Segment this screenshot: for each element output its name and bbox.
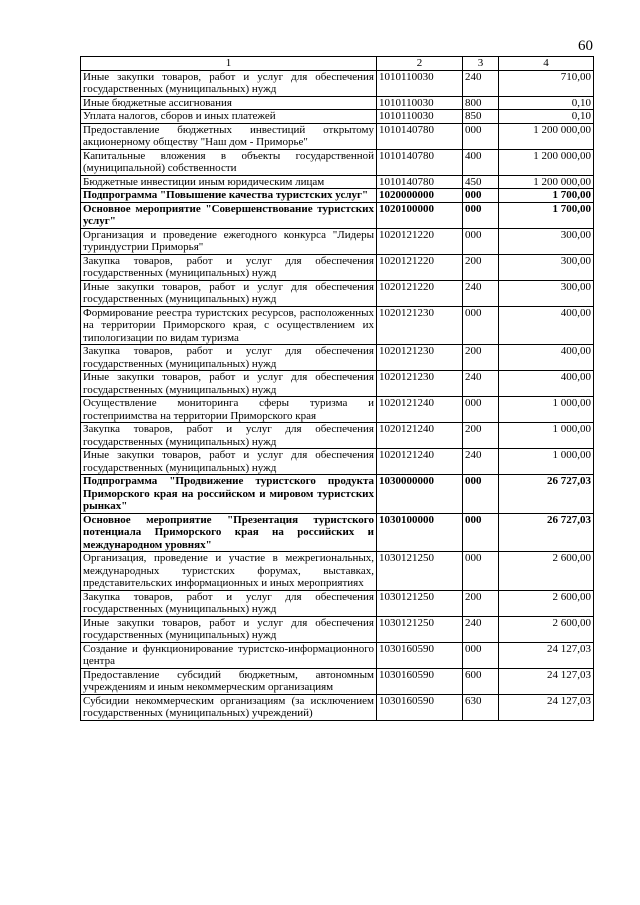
row-type-cell: 240 xyxy=(463,70,499,96)
row-amount-cell: 300,00 xyxy=(499,280,594,306)
table-row xyxy=(81,513,594,552)
row-name-cell: Основное мероприятие "Совершенствование туристских услуг" xyxy=(81,202,377,228)
row-amount-cell: 710,00 xyxy=(499,70,594,96)
table-row xyxy=(81,123,594,149)
row-type-cell: 000 xyxy=(463,475,499,514)
row-code-cell: 1010140780 xyxy=(377,175,463,189)
row-amount-cell: 300,00 xyxy=(499,228,594,254)
header-cell: 1 xyxy=(81,57,377,71)
row-type-cell: 000 xyxy=(463,552,499,591)
row-name-cell: Подпрограмма "Повышение качества туристских услуг" xyxy=(81,189,377,203)
row-code-cell: 1010110030 xyxy=(377,70,463,96)
row-name-cell: Закупка товаров, работ и услуг для обеспечения государственных (муниципальных) нужд xyxy=(81,345,377,371)
row-name-cell: Закупка товаров, работ и услуг для обеспечения государственных (муниципальных) нужд xyxy=(81,254,377,280)
row-amount-cell: 400,00 xyxy=(499,306,594,345)
table-row xyxy=(81,280,594,306)
table-row xyxy=(81,475,594,514)
row-name-cell: Капитальные вложения в объекты государственной (муниципальной) собственности xyxy=(81,149,377,175)
row-name-cell: Иные бюджетные ассигнования xyxy=(81,96,377,110)
row-amount-cell: 400,00 xyxy=(499,371,594,397)
row-name-cell: Подпрограмма "Продвижение туристского продукта Приморского края на российском и мировом туристских рынках" xyxy=(81,475,377,514)
row-type-cell: 600 xyxy=(463,668,499,694)
row-name-cell: Иные закупки товаров, работ и услуг для обеспечения государственных (муниципальных) нужд xyxy=(81,449,377,475)
table-row xyxy=(81,345,594,371)
row-code-cell: 1030121250 xyxy=(377,590,463,616)
header-cell: 3 xyxy=(463,57,499,71)
row-amount-cell: 24 127,03 xyxy=(499,642,594,668)
row-code-cell: 1010110030 xyxy=(377,110,463,124)
row-code-cell: 1020121230 xyxy=(377,306,463,345)
row-code-cell: 1030100000 xyxy=(377,513,463,552)
row-code-cell: 1020121220 xyxy=(377,228,463,254)
row-name-cell: Формирование реестра туристских ресурсов, расположенных на территории Приморского края, с осуществлением их типологизации по видам туризма xyxy=(81,306,377,345)
row-amount-cell: 1 200 000,00 xyxy=(499,149,594,175)
row-amount-cell: 0,10 xyxy=(499,110,594,124)
row-amount-cell: 1 200 000,00 xyxy=(499,175,594,189)
header-cell: 4 xyxy=(499,57,594,71)
row-amount-cell: 1 000,00 xyxy=(499,423,594,449)
row-code-cell: 1010140780 xyxy=(377,149,463,175)
row-code-cell: 1030121250 xyxy=(377,552,463,591)
table-row xyxy=(81,590,594,616)
row-code-cell: 1020100000 xyxy=(377,202,463,228)
row-name-cell: Организация, проведение и участие в межрегиональных, международных туристских форумах, выставках, представительских информационных и иных мероприятиях xyxy=(81,552,377,591)
row-type-cell: 240 xyxy=(463,449,499,475)
row-name-cell: Уплата налогов, сборов и иных платежей xyxy=(81,110,377,124)
table-row xyxy=(81,371,594,397)
row-type-cell: 800 xyxy=(463,96,499,110)
row-code-cell: 1020121240 xyxy=(377,449,463,475)
row-name-cell: Предоставление субсидий бюджетным, автономным учреждениям и иным некоммерческим организациям xyxy=(81,668,377,694)
row-amount-cell: 2 600,00 xyxy=(499,616,594,642)
row-type-cell: 240 xyxy=(463,616,499,642)
row-type-cell: 200 xyxy=(463,254,499,280)
row-name-cell: Иные закупки товаров, работ и услуг для обеспечения государственных (муниципальных) нужд xyxy=(81,280,377,306)
row-amount-cell: 2 600,00 xyxy=(499,590,594,616)
table-header-row xyxy=(81,57,594,71)
row-amount-cell: 24 127,03 xyxy=(499,694,594,720)
table-row xyxy=(81,397,594,423)
row-code-cell: 1030160590 xyxy=(377,694,463,720)
table-row xyxy=(81,423,594,449)
row-amount-cell: 2 600,00 xyxy=(499,552,594,591)
table-row xyxy=(81,228,594,254)
row-amount-cell: 26 727,03 xyxy=(499,513,594,552)
table-row xyxy=(81,189,594,203)
table-row xyxy=(81,149,594,175)
header-cell: 2 xyxy=(377,57,463,71)
table-row xyxy=(81,306,594,345)
row-type-cell: 000 xyxy=(463,513,499,552)
row-code-cell: 1030000000 xyxy=(377,475,463,514)
row-amount-cell: 1 700,00 xyxy=(499,189,594,203)
row-type-cell: 400 xyxy=(463,149,499,175)
row-amount-cell: 400,00 xyxy=(499,345,594,371)
row-name-cell: Закупка товаров, работ и услуг для обеспечения государственных (муниципальных) нужд xyxy=(81,423,377,449)
row-type-cell: 000 xyxy=(463,228,499,254)
row-amount-cell: 300,00 xyxy=(499,254,594,280)
row-type-cell: 000 xyxy=(463,202,499,228)
row-type-cell: 000 xyxy=(463,306,499,345)
table-row xyxy=(81,449,594,475)
table-row xyxy=(81,694,594,720)
row-type-cell: 200 xyxy=(463,423,499,449)
row-name-cell: Субсидии некоммерческим организациям (за исключением государственных (муниципальных) учреждений) xyxy=(81,694,377,720)
row-name-cell: Иные закупки товаров, работ и услуг для обеспечения государственных (муниципальных) нужд xyxy=(81,70,377,96)
row-code-cell: 1020121240 xyxy=(377,423,463,449)
row-type-cell: 000 xyxy=(463,642,499,668)
row-type-cell: 200 xyxy=(463,345,499,371)
table-row xyxy=(81,96,594,110)
row-type-cell: 630 xyxy=(463,694,499,720)
row-name-cell: Бюджетные инвестиции иным юридическим лицам xyxy=(81,175,377,189)
budget-table xyxy=(80,56,594,721)
page-number: 60 xyxy=(578,38,593,54)
table-row xyxy=(81,668,594,694)
row-code-cell: 1010140780 xyxy=(377,123,463,149)
row-code-cell: 1020121240 xyxy=(377,397,463,423)
row-code-cell: 1020121220 xyxy=(377,280,463,306)
table-row xyxy=(81,254,594,280)
row-code-cell: 1010110030 xyxy=(377,96,463,110)
row-name-cell: Иные закупки товаров, работ и услуг для обеспечения государственных (муниципальных) нужд xyxy=(81,371,377,397)
row-code-cell: 1020121230 xyxy=(377,371,463,397)
row-name-cell: Осуществление мониторинга сферы туризма и гостеприимства на территории Приморского края xyxy=(81,397,377,423)
row-amount-cell: 0,10 xyxy=(499,96,594,110)
table-row xyxy=(81,642,594,668)
row-amount-cell: 24 127,03 xyxy=(499,668,594,694)
row-name-cell: Закупка товаров, работ и услуг для обеспечения государственных (муниципальных) нужд xyxy=(81,590,377,616)
table-row xyxy=(81,175,594,189)
row-type-cell: 000 xyxy=(463,123,499,149)
table-row xyxy=(81,110,594,124)
table-row xyxy=(81,70,594,96)
row-name-cell: Основное мероприятие "Презентация туристского потенциала Приморского края на российских и международном уровнях" xyxy=(81,513,377,552)
row-amount-cell: 1 000,00 xyxy=(499,449,594,475)
row-name-cell: Предоставление бюджетных инвестиций открытому акционерному обществу "Наш дом - Приморье" xyxy=(81,123,377,149)
row-type-cell: 240 xyxy=(463,280,499,306)
row-amount-cell: 1 700,00 xyxy=(499,202,594,228)
row-amount-cell: 26 727,03 xyxy=(499,475,594,514)
row-code-cell: 1020121230 xyxy=(377,345,463,371)
row-code-cell: 1020121220 xyxy=(377,254,463,280)
row-amount-cell: 1 200 000,00 xyxy=(499,123,594,149)
table-row xyxy=(81,552,594,591)
row-code-cell: 1020000000 xyxy=(377,189,463,203)
row-name-cell: Создание и функционирование туристско-информационного центра xyxy=(81,642,377,668)
row-code-cell: 1030160590 xyxy=(377,642,463,668)
row-type-cell: 000 xyxy=(463,397,499,423)
row-code-cell: 1030160590 xyxy=(377,668,463,694)
row-type-cell: 000 xyxy=(463,189,499,203)
row-amount-cell: 1 000,00 xyxy=(499,397,594,423)
row-type-cell: 200 xyxy=(463,590,499,616)
table-row xyxy=(81,616,594,642)
table-row xyxy=(81,202,594,228)
row-type-cell: 450 xyxy=(463,175,499,189)
row-type-cell: 850 xyxy=(463,110,499,124)
row-code-cell: 1030121250 xyxy=(377,616,463,642)
row-name-cell: Организация и проведение ежегодного конкурса "Лидеры туриндустрии Приморья" xyxy=(81,228,377,254)
row-name-cell: Иные закупки товаров, работ и услуг для обеспечения государственных (муниципальных) нужд xyxy=(81,616,377,642)
row-type-cell: 240 xyxy=(463,371,499,397)
